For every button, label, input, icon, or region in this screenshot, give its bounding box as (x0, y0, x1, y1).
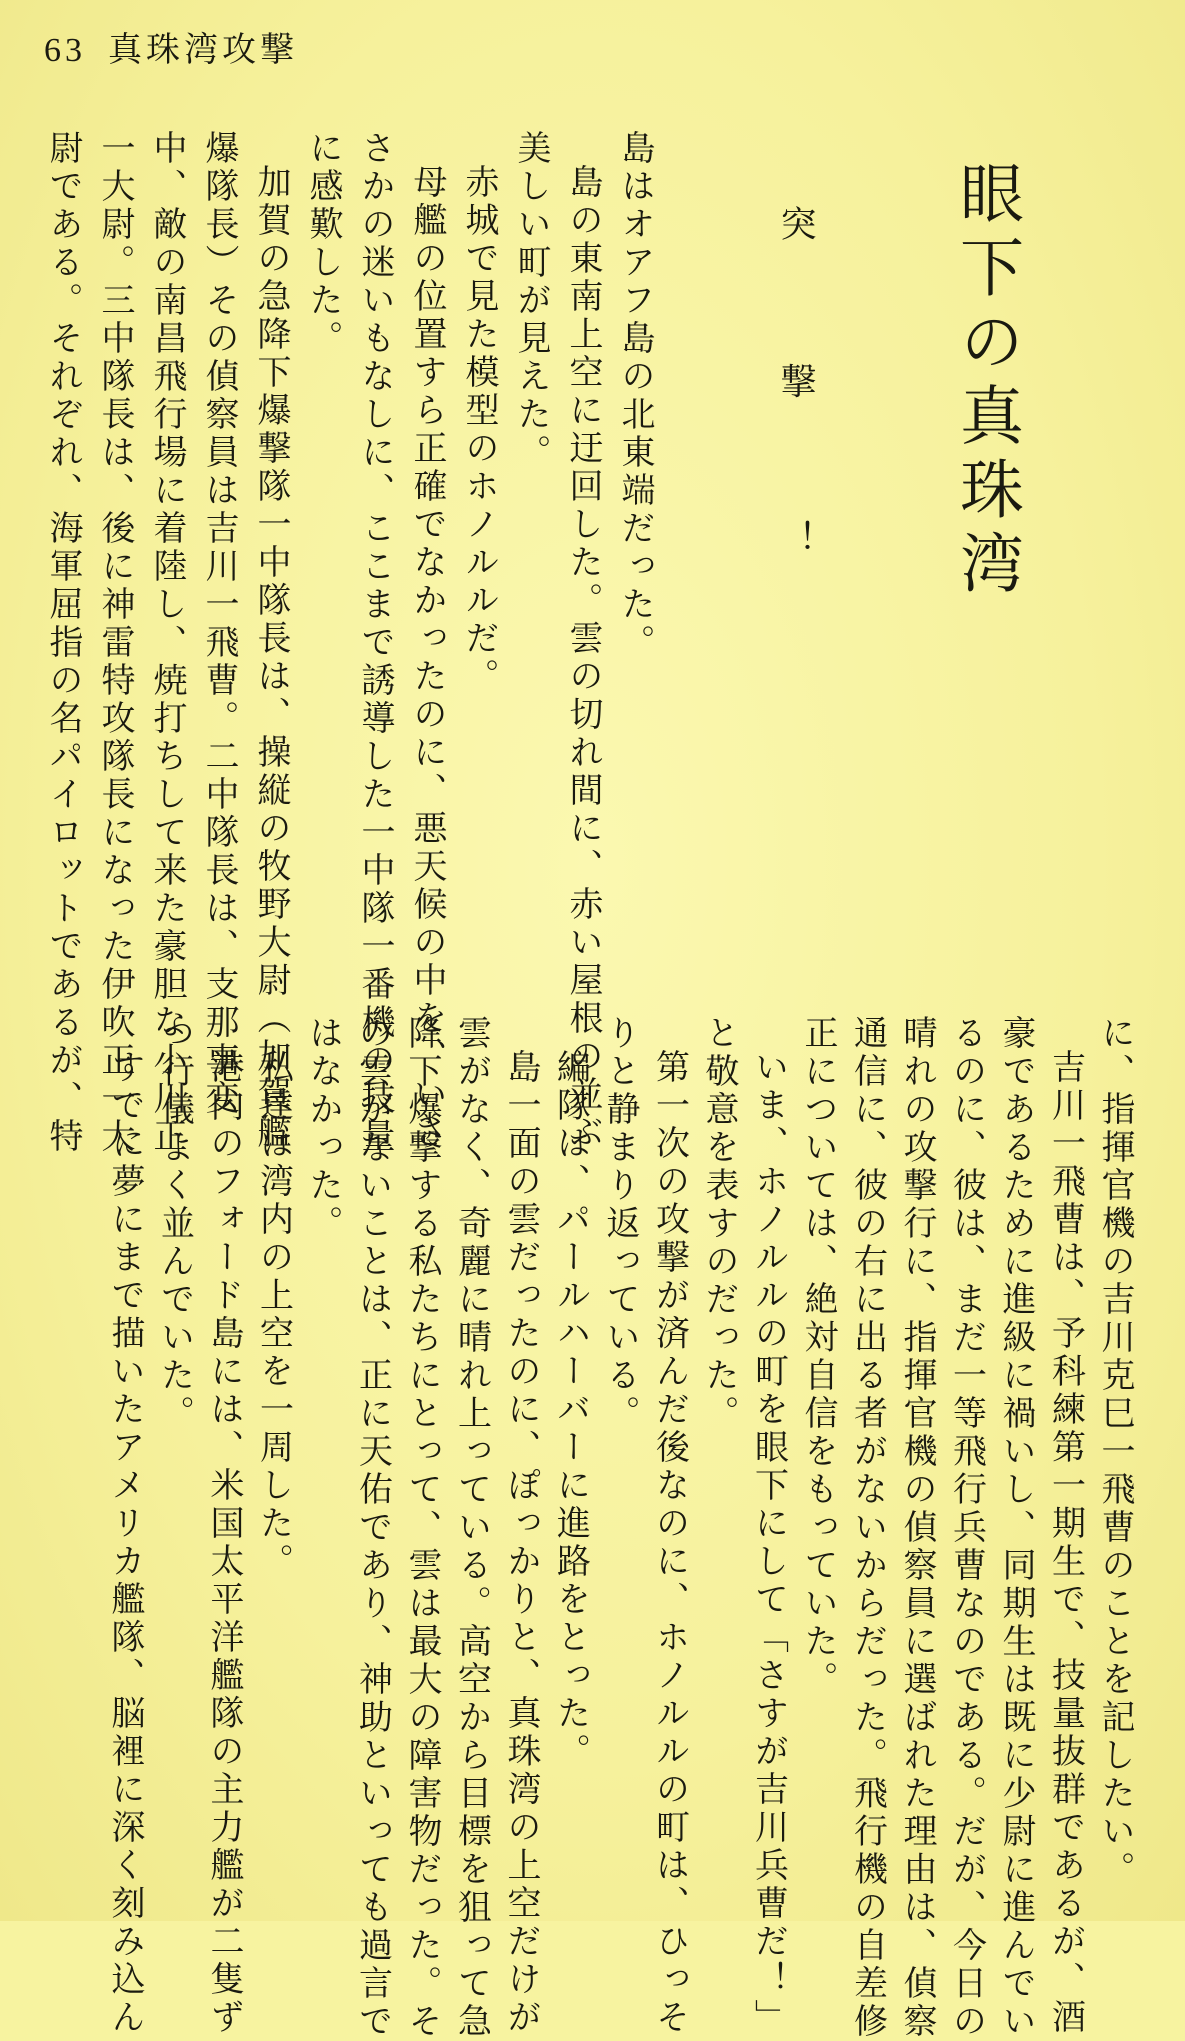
text-line: すでに夢にまで描いたアメリカ艦隊、脳裡に深く刻み込ん (105, 1049, 145, 2037)
running-title: 真珠湾攻撃 (108, 30, 298, 70)
text-line: 母艦の位置すら正確でなかったのに、悪天候の中を、いさ (407, 164, 447, 1152)
text-line: 一大尉。三中隊長は、後に神雷特攻隊長になった伊吹正一大 (95, 130, 135, 1156)
text-line: 島一面の雲だったのに、ぽっかりと、真珠湾の上空だけが (501, 1049, 541, 2037)
text-line: 港内のフォード島には、米国太平洋艦隊の主力艦が二隻ず (204, 1049, 244, 2037)
text-line: 雲がなく、奇麗に晴れ上っている。高空から目標を狙って急 (451, 1015, 492, 2041)
text-line: 爆隊長）その偵察員は吉川一飛曹。二中隊長は、支那事変 (199, 130, 239, 1118)
text-line: 中、敵の南昌飛行場に着陸し、焼打ちして来た豪胆な小川正 (147, 130, 187, 1156)
text-line: 編隊は、パールハーバーに進路をとった。 (550, 1049, 591, 1771)
text-line: るのに、彼は、まだ一等飛行兵曹なのである。だが、今日の (946, 1015, 987, 2041)
text-line: はなかった。 (303, 1015, 343, 1243)
text-line: さかの迷いもなしに、ここまで誘導した一中隊一番機の技量 (355, 130, 395, 1156)
text-line: 通信に、彼の右に出る者がないからだった。飛行機の自差修 (847, 1015, 888, 2041)
text-line: 島の東南上空に迂回した。雲の切れ間に、赤い屋根の並ぶ (563, 164, 603, 1152)
running-head (44, 22, 298, 71)
page-number: 63 (44, 32, 86, 69)
text-line: 吉川一飛曹は、予科練第一期生で、技量抜群であるが、酒 (1045, 1049, 1086, 2037)
text-line: に感歎した。 (303, 130, 343, 358)
text-line: りと静まり返っている。 (600, 1015, 640, 1433)
section-subtitle: 突 撃 ！ (775, 205, 816, 611)
text-line: 豪であるために進級に禍いし、同期生は既に少尉に進んでい (996, 1015, 1036, 2041)
text-line: 島はオアフ島の北東端だった。 (615, 130, 655, 662)
text-line: 正については、絶対自信をもっていた。 (798, 1015, 838, 1699)
text-line: の雲がないことは、正に天佑であり、神助といっても過言で (352, 1015, 393, 2041)
text-line: 尉である。それぞれ、海軍屈指の名パイロットであるが、特 (43, 130, 83, 1156)
text-line: いま、ホノルルの町を眼下にして「さすが吉川兵曹だ！」 (748, 1049, 789, 2037)
text-line: 降下爆撃する私たちにとって、雲は最大の障害物だった。そ (402, 1015, 442, 2041)
text-line: 赤城で見た模型のホノルルだ。 (459, 164, 499, 696)
chapter-title: 眼下の真珠湾 (949, 160, 1023, 604)
text-line: 私達は湾内の上空を一周した。 (253, 1049, 294, 1581)
text-line: 美しい町が見えた。 (511, 130, 551, 472)
text-line: と敬意を表すのだった。 (699, 1015, 739, 1433)
text-line: 加賀の急降下爆撃隊一中隊長は、操縦の牧野大尉（加賀艦 (251, 164, 291, 1152)
text-line: 第一次の攻撃が済んだ後なのに、ホノルルの町は、ひっそ (649, 1049, 690, 2037)
text-line: に、指揮官機の吉川克巳一飛曹のことを記したい。 (1095, 1015, 1135, 1889)
text-line: 晴れの攻撃行に、指揮官機の偵察員に選ばれた理由は、偵察 (897, 1015, 937, 2041)
text-line: つ行儀よく並んでいた。 (154, 1015, 195, 1433)
